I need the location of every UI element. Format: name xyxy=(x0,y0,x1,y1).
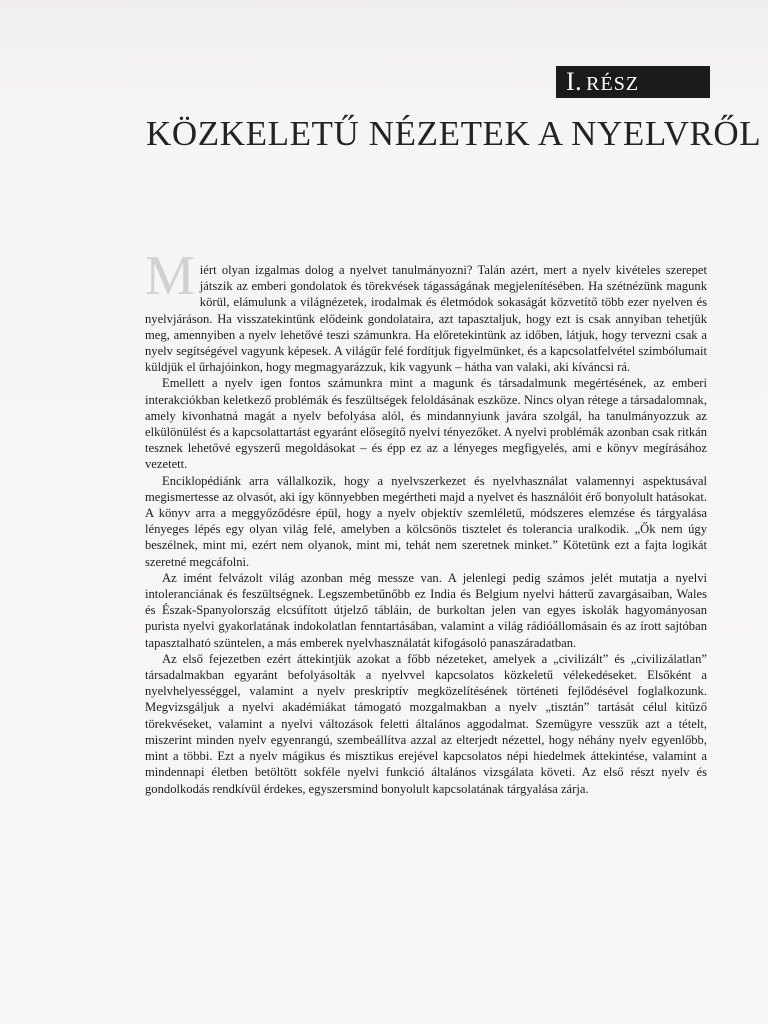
paragraph-2: Emellett a nyelv igen fontos számunkra mint a magunk és társadalmunk megértésének, az emberi interakciókban keletkező problémák és feszültségek feloldásának eszköze. Nincs olyan rétege a társadalomnak, amely kivonhatná magát a nyelv befolyása alól, és mindannyiunk javára szolgál, ha tanulmányozzuk az elkülönülést és a kapcsolattartást egyaránt elősegítő nyelvi tényezőket. A nyelvi problémák azonban csak ritkán tesznek lehetővé egyszerű megoldásokat – és épp ez az a lényeges megfigyelés, ami e könyv megírásához vezetett. xyxy=(145,376,707,472)
part-label xyxy=(556,66,710,98)
body-text xyxy=(145,245,707,797)
paragraph-1 xyxy=(145,245,707,375)
part-number: I. xyxy=(566,67,583,96)
drop-cap: M xyxy=(145,245,195,307)
part-word: RÉSZ xyxy=(586,73,640,95)
chapter-title: KÖZKELETŰ NÉZETEK A NYELVRŐL xyxy=(146,114,762,153)
paragraph-5: Az első fejezetben ezért áttekintjük azokat a főbb nézeteket, amelyek a „civilizált” és „civilizálatlan” társadalmakban egyaránt befolyásolták a nyelvvel kapcsolatos közkeletű vélekedéseket. Elsőként a nyelvhelyességgel, valamint a nyelv preskriptív megközelítésének történeti fejlődésével foglalkozunk. Megvizsgáljuk a nyelvi akadémiákat támogató mozgalmakban a nyelv „tisztán” tartását célul kitűző törekvéseket, valamint a nyelvi változások feletti általános aggodalmat. Szemügyre vesszük azt a tételt, miszerint minden nyelv egyenrangú, szembeállítva azzal az elterjedt nézettel, hogy néhány nyelv egyenlőbb, mint a többi. Ezt a nyelv mágikus és misztikus erejével kapcsolatos népi hiedelmek áttekintése, valamint a mindennapi életben betöltött sokféle nyelvi funkció általános vizsgálata követi. Az első részt nyelv és gondolkodás rendkívül érdekes, egyszersmind bonyolult kapcsolatának tárgyalása zárja. xyxy=(145,651,707,796)
paragraph-3: Enciklopédiánk arra vállalkozik, hogy a nyelvszerkezet és nyelvhasználat valamennyi aspektusával megismertesse az olvasót, aki így könnyebben megértheti majd a nyelvet és használóit érő bonyolult hatásokat. A könyv arra a meggyőződésre épül, hogy a nyelv objektív szemléletű, módszeres elemzése és tárgyalása lényeges lépés egy olyan világ felé, amelyben a kölcsönös tisztelet és tolerancia uralkodik. „Ők nem úgy beszélnek, mint mi, ezért nem olyanok, mint mi, tehát nem szeretnek minket.” Kötetünk ezt a fajta logikát szeretné megcáfolni. xyxy=(145,473,707,569)
paragraph-4: Az imént felvázolt világ azonban még messze van. A jelenlegi pedig számos jelét mutatja a nyelvi intoleranciának és feszültségnek. Legszembetűnőbb ez India és Belgium nyelvi hátterű zavargásaiban, Wales és Észak-Spanyolország elcsúfított útjelző tábláin, de burkoltan jelen van egyes iskolák hagyományosan purista nyelvi gyakorlatának indokolatlan fenntartásában, valamint a világ rádióállomásain és az írott sajtóban tapasztalható szüntelen, a más emberek nyelvhasználatát kifogásoló panaszáradatban. xyxy=(145,570,707,650)
paragraph-1-text: iért olyan izgalmas dolog a nyelvet tanulmányozni? Talán azért, mert a nyelv kivételes szerepet játszik az emberi gondolatok és törekvések tágasságának megjelenítésében. Ha szétnézünk magunk körül, elámulunk a világnézetek, irodalmak és életmódok sokaságát közvetítő több ezer nyelven és nyelvjáráson. Ha visszatekintünk elődeink gondolataira, azt tapasztaljuk, hogy ezt is csak annyiban tehetjük meg, amennyiben a nyelv lehetővé teszi számunkra. Ha előretekintünk az időben, látjuk, hogy tervezni csak a nyelv segítségével vagyunk képesek. A világűr felé fordítjuk figyelmünket, és a kapcsolatfelvétel szimbólumait küldjük el űrhajóinkon, hogy megmagyarázzuk, kik vagyunk – hátha van valaki, aki kíváncsi rá. xyxy=(145,263,707,375)
